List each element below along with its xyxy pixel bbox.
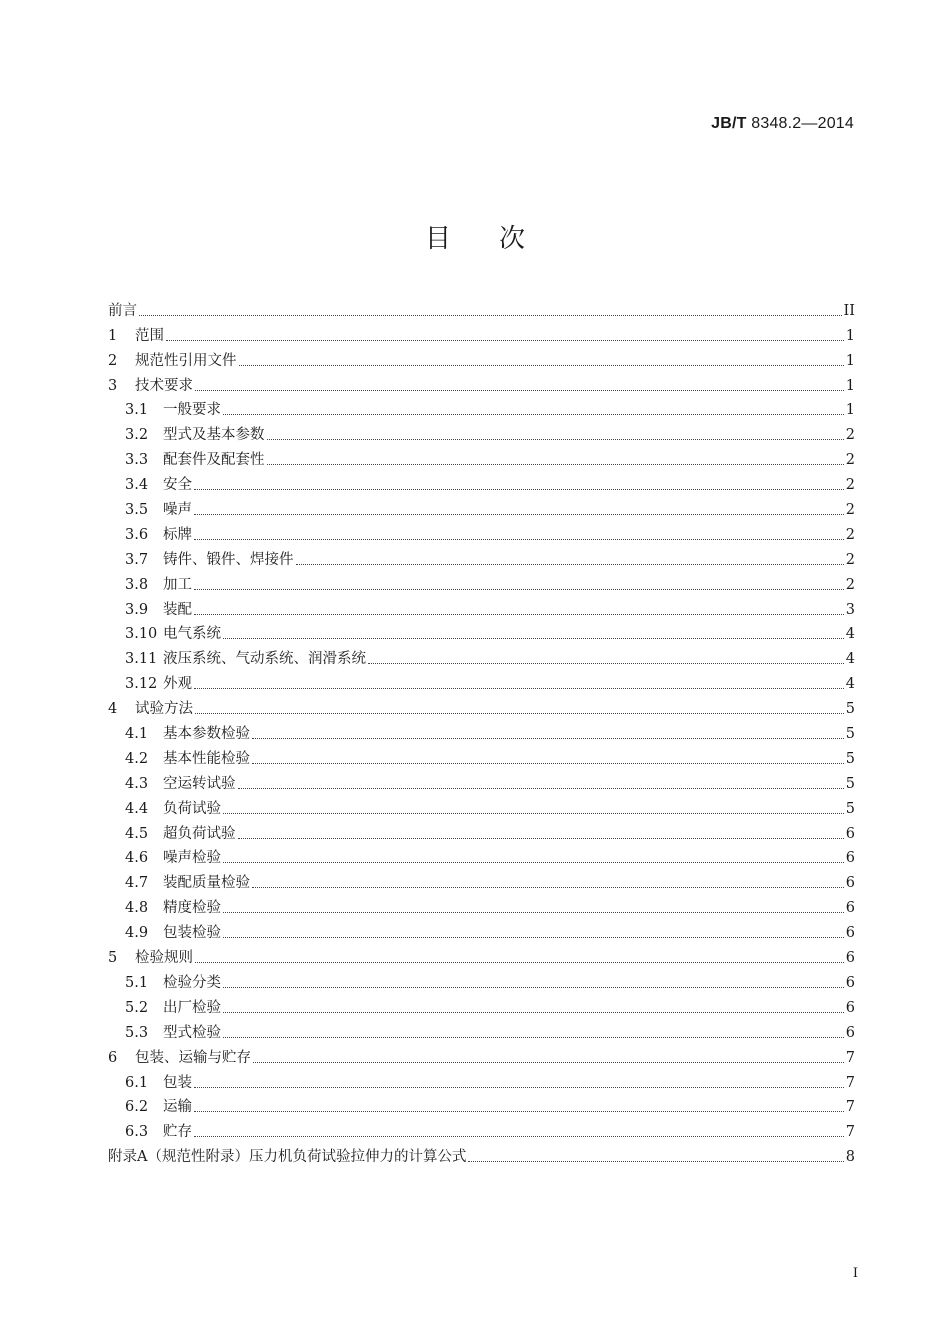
dot-leader <box>223 862 844 863</box>
toc-entry[interactable] <box>108 917 855 942</box>
toc-entry-title: 标牌 <box>163 526 192 543</box>
toc-entry-title: 负荷试验 <box>163 800 221 817</box>
dot-leader <box>223 937 844 938</box>
toc-entry-page: 2 <box>845 551 855 568</box>
dot-leader <box>223 1012 844 1013</box>
toc-entry-number: 3 <box>108 377 118 394</box>
toc-entry-title: 型式及基本参数 <box>163 427 265 444</box>
toc-entry-number: 5 <box>108 950 118 967</box>
toc-entry-title: 贮存 <box>163 1124 192 1141</box>
toc-entry-title: 一般要求 <box>163 402 221 419</box>
toc-entry-number: 3.4 <box>125 477 149 494</box>
toc-heading <box>0 218 950 255</box>
toc-entry-number: 3.1 <box>125 402 149 419</box>
standard-code-prefix: JB/T <box>711 115 747 132</box>
toc-entry-page: 4 <box>845 626 855 643</box>
toc-entry[interactable] <box>108 419 855 444</box>
toc-entry[interactable] <box>108 569 855 594</box>
toc-entry[interactable] <box>108 1141 855 1166</box>
toc-entry[interactable] <box>108 718 855 743</box>
toc-entry[interactable] <box>108 345 855 370</box>
toc-entry[interactable] <box>108 867 855 892</box>
toc-entry-page: 1 <box>845 377 855 394</box>
toc-entry-number: 2 <box>108 352 118 369</box>
toc-entry-title: 试验方法 <box>135 701 193 718</box>
toc-entry[interactable] <box>108 643 855 668</box>
toc-entry[interactable] <box>108 967 855 992</box>
toc-entry-title: 出厂检验 <box>163 999 221 1016</box>
toc-entry[interactable] <box>108 444 855 469</box>
dot-leader <box>239 365 844 366</box>
toc-entry-title: 外观 <box>163 676 192 693</box>
toc-entry-page: 1 <box>845 402 855 419</box>
dot-leader <box>195 962 844 963</box>
dot-leader <box>194 514 844 515</box>
toc-entry-title: 检验分类 <box>163 974 221 991</box>
toc-entry-title: 包装 <box>163 1074 192 1091</box>
toc-entry-title: 基本参数检验 <box>163 726 250 743</box>
toc-entry[interactable] <box>108 1067 855 1092</box>
toc-entry-title: 装配质量检验 <box>163 875 250 892</box>
dot-leader <box>223 987 844 988</box>
toc-entry-title: 前言 <box>108 302 137 319</box>
toc-entry[interactable] <box>108 395 855 420</box>
toc-entry-page: 3 <box>845 601 855 618</box>
toc-entry-title: 范围 <box>135 327 164 344</box>
dot-leader <box>194 1111 844 1112</box>
toc-entry-page: 8 <box>845 1149 855 1166</box>
dot-leader <box>194 1087 844 1088</box>
toc-entry-number: 5.3 <box>125 1024 149 1041</box>
toc-entry-page: 7 <box>845 1049 855 1066</box>
toc-entry-title: 加工 <box>163 576 192 593</box>
toc-entry-number: 3.10 <box>125 626 158 643</box>
toc-entry-page: 5 <box>845 701 855 718</box>
toc-entry-page: 2 <box>845 576 855 593</box>
toc-entry[interactable] <box>108 892 855 917</box>
dot-leader <box>194 688 844 689</box>
toc-entry-number: 4.1 <box>125 726 149 743</box>
toc-entry-number: 4.2 <box>125 750 149 767</box>
dot-leader <box>253 1062 844 1063</box>
toc-entry-title: 技术要求 <box>135 377 193 394</box>
dot-leader <box>195 713 844 714</box>
toc-entry-number: 4.9 <box>125 925 149 942</box>
toc-entry-page: 4 <box>845 676 855 693</box>
toc-entry-page: 7 <box>845 1074 855 1091</box>
toc-entry-page: 7 <box>845 1099 855 1116</box>
toc-entry-page: 2 <box>845 502 855 519</box>
toc-heading-char-2: 次 <box>499 224 526 254</box>
toc-entry-page: 6 <box>845 950 855 967</box>
toc-entry-number: 4.5 <box>125 825 149 842</box>
toc-entry-title: 液压系统、气动系统、润滑系统 <box>163 651 366 668</box>
toc-entry-number: 3.5 <box>125 502 149 519</box>
toc-entry-number: 3.3 <box>125 452 149 469</box>
standard-code <box>711 115 854 133</box>
dot-leader <box>252 738 844 739</box>
toc-heading-char-1: 目 <box>424 224 451 254</box>
dot-leader <box>368 663 844 664</box>
dot-leader <box>194 1136 844 1137</box>
toc-entry-page: 1 <box>845 352 855 369</box>
toc-entry-number: 5.2 <box>125 999 149 1016</box>
dot-leader <box>296 564 844 565</box>
toc-entry-number: 3.12 <box>125 676 158 693</box>
toc-entry[interactable] <box>108 693 855 718</box>
dot-leader <box>223 414 844 415</box>
standard-code-number: 8348.2—2014 <box>746 115 854 132</box>
toc-entry-page: 6 <box>845 925 855 942</box>
toc-entry-number: 4.6 <box>125 850 149 867</box>
toc-entry[interactable] <box>108 843 855 868</box>
toc-entry-title: 规范性引用文件 <box>135 352 237 369</box>
toc-entry-number: 3.2 <box>125 427 149 444</box>
toc-entry[interactable] <box>108 668 855 693</box>
toc-entry-number: 6 <box>108 1049 118 1066</box>
dot-leader <box>139 315 842 316</box>
dot-leader <box>194 589 844 590</box>
toc-entry[interactable] <box>108 818 855 843</box>
toc-entry[interactable] <box>108 469 855 494</box>
toc-entry-number: 3.9 <box>125 601 149 618</box>
dot-leader <box>194 614 844 615</box>
toc-entry[interactable] <box>108 992 855 1017</box>
dot-leader <box>223 813 844 814</box>
dot-leader <box>252 763 844 764</box>
toc-entry-number: 4.3 <box>125 775 149 792</box>
toc-entry[interactable] <box>108 942 855 967</box>
dot-leader <box>194 539 844 540</box>
toc-entry[interactable] <box>108 1092 855 1117</box>
toc-entry-page: 5 <box>845 775 855 792</box>
toc-entry-title: 型式检验 <box>163 1024 221 1041</box>
toc-entry[interactable] <box>108 494 855 519</box>
toc-entry-page: 6 <box>845 900 855 917</box>
toc-entry-page: 2 <box>845 427 855 444</box>
dot-leader <box>223 912 844 913</box>
toc-entry-title: 电气系统 <box>163 626 221 643</box>
toc-entry[interactable] <box>108 1116 855 1141</box>
toc-entry-page: 1 <box>845 327 855 344</box>
toc-entry-title: 包装检验 <box>163 925 221 942</box>
toc-entry-page: 2 <box>845 526 855 543</box>
toc-entry-number: 3.8 <box>125 576 149 593</box>
toc-entry-number: 3.11 <box>125 651 158 668</box>
dot-leader <box>238 788 844 789</box>
toc-entry-title: 运输 <box>163 1099 192 1116</box>
dot-leader <box>252 887 844 888</box>
toc-entry-page: 2 <box>845 477 855 494</box>
toc-entry-number: 6.1 <box>125 1074 149 1091</box>
toc-entry-number: 4.4 <box>125 800 149 817</box>
toc-entry[interactable] <box>108 768 855 793</box>
toc-entry-page: 6 <box>845 850 855 867</box>
toc-entry[interactable] <box>108 594 855 619</box>
toc-entry-page: 6 <box>845 974 855 991</box>
toc-entry-title: 超负荷试验 <box>163 825 236 842</box>
toc-entry-title: 包装、运输与贮存 <box>135 1049 251 1066</box>
dot-leader <box>223 1037 844 1038</box>
toc-entry-number: 6.3 <box>125 1124 149 1141</box>
toc-entry-number: 1 <box>108 327 118 344</box>
dot-leader <box>238 838 844 839</box>
toc-entry[interactable] <box>108 295 855 320</box>
toc-entry[interactable] <box>108 370 855 395</box>
page-number: I <box>852 1266 858 1281</box>
toc-entry-title: 噪声检验 <box>163 850 221 867</box>
toc-entry-title: 配套件及配套性 <box>163 452 265 469</box>
toc-entry-number: 3.6 <box>125 526 149 543</box>
toc-entry[interactable] <box>108 619 855 644</box>
toc-entry-number: 4.7 <box>125 875 149 892</box>
toc-entry-title: 安全 <box>163 477 192 494</box>
toc-entry-title: 噪声 <box>163 502 192 519</box>
toc-entry-page: 5 <box>845 750 855 767</box>
dot-leader <box>166 340 844 341</box>
toc-entry-page: 6 <box>845 1024 855 1041</box>
toc-entry-page: 4 <box>845 651 855 668</box>
toc-entry[interactable] <box>108 320 855 345</box>
toc-entry-number: 6.2 <box>125 1099 149 1116</box>
toc-entry[interactable] <box>108 793 855 818</box>
toc-entry-title: 铸件、锻件、焊接件 <box>163 551 294 568</box>
toc-entry-page: II <box>843 302 855 319</box>
toc-entry-number: 4.8 <box>125 900 149 917</box>
table-of-contents <box>108 295 855 1166</box>
toc-entry-number: 3.7 <box>125 551 149 568</box>
toc-entry-page: 5 <box>845 800 855 817</box>
dot-leader <box>195 390 844 391</box>
toc-entry-number: 5.1 <box>125 974 149 991</box>
toc-entry[interactable] <box>108 1017 855 1042</box>
dot-leader <box>223 638 844 639</box>
toc-entry-page: 2 <box>845 452 855 469</box>
toc-entry-page: 6 <box>845 875 855 892</box>
toc-entry-page: 6 <box>845 999 855 1016</box>
toc-entry[interactable] <box>108 743 855 768</box>
dot-leader <box>468 1161 843 1162</box>
dot-leader <box>194 489 844 490</box>
toc-entry-title: 精度检验 <box>163 900 221 917</box>
toc-entry-page: 5 <box>845 726 855 743</box>
toc-entry-title: 空运转试验 <box>163 775 236 792</box>
toc-entry-page: 7 <box>845 1124 855 1141</box>
dot-leader <box>267 464 844 465</box>
toc-entry-title: 检验规则 <box>135 950 193 967</box>
toc-entry-title: 装配 <box>163 601 192 618</box>
toc-entry[interactable] <box>108 519 855 544</box>
dot-leader <box>267 439 844 440</box>
toc-entry-number: 4 <box>108 701 118 718</box>
toc-entry-title: 附录A（规范性附录）压力机负荷试验拉伸力的计算公式 <box>108 1149 467 1166</box>
toc-entry-title: 基本性能检验 <box>163 750 250 767</box>
toc-entry[interactable] <box>108 544 855 569</box>
toc-entry[interactable] <box>108 1042 855 1067</box>
toc-entry-page: 6 <box>845 825 855 842</box>
